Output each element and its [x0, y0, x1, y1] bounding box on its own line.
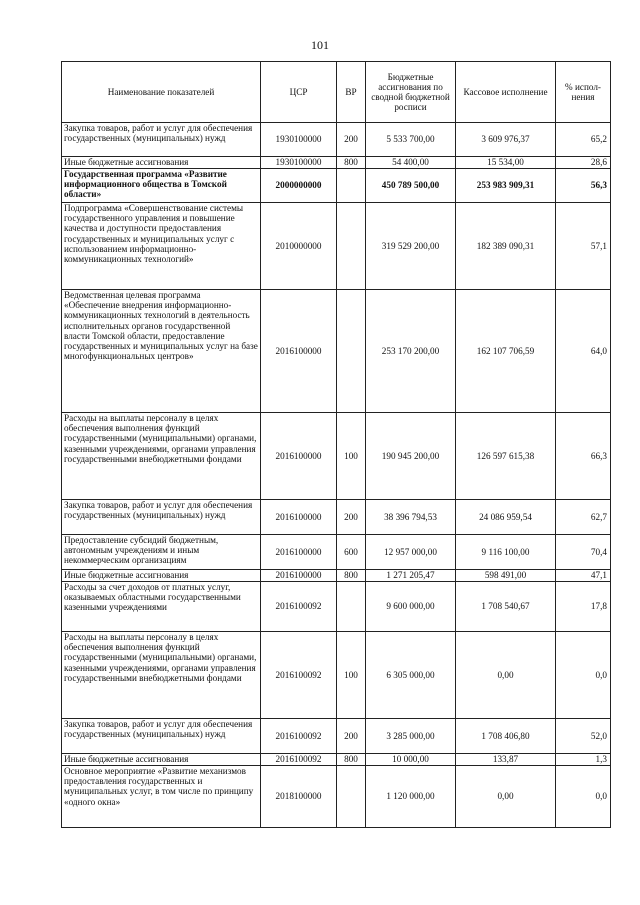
cell-csr: 2010000000 — [261, 203, 337, 290]
cell-cash-execution: 162 107 706,59 — [456, 290, 556, 413]
cell-csr: 2016100092 — [261, 754, 337, 766]
cell-csr: 1930100000 — [261, 123, 337, 157]
cell-cash-execution: 0,00 — [456, 632, 556, 719]
cell-cash-execution: 9 116 100,00 — [456, 535, 556, 570]
table-row — [62, 203, 611, 290]
cell-assignments: 190 945 200,00 — [366, 413, 456, 500]
cell-percent: 52,0 — [556, 719, 611, 754]
cell-assignments: 9 600 000,00 — [366, 582, 456, 632]
cell-name: Основное мероприятие «Развитие механизмов предоставления государственных и муниципальных услуг, в том числе по принципу «одного окна» — [62, 766, 261, 828]
cell-name: Расходы за счет доходов от платных услуг, оказываемых областными государственными казенными учреждениями — [62, 582, 261, 632]
cell-vr — [337, 766, 366, 828]
table-row-program — [62, 169, 611, 203]
cell-name: Предоставление субсидий бюджетным, автономным учреждениям и иным некоммерческим организациям — [62, 535, 261, 570]
cell-name: Закупка товаров, работ и услуг для обеспечения государственных (муниципальных) нужд — [62, 123, 261, 157]
cell-vr — [337, 290, 366, 413]
cell-csr: 2016100092 — [261, 582, 337, 632]
cell-assignments: 1 120 000,00 — [366, 766, 456, 828]
table-row — [62, 570, 611, 582]
cell-cash-execution: 133,87 — [456, 754, 556, 766]
cell-csr: 2018100000 — [261, 766, 337, 828]
cell-percent: 57,1 — [556, 203, 611, 290]
cell-vr: 100 — [337, 413, 366, 500]
table-row — [62, 719, 611, 754]
cell-percent: 70,4 — [556, 535, 611, 570]
cell-csr: 2016100000 — [261, 570, 337, 582]
cell-percent: 47,1 — [556, 570, 611, 582]
table-header-row — [62, 62, 611, 123]
cell-csr: 2000000000 — [261, 169, 337, 203]
cell-vr — [337, 169, 366, 203]
cell-percent: 0,0 — [556, 766, 611, 828]
cell-csr: 2016100000 — [261, 535, 337, 570]
cell-percent: 28,6 — [556, 157, 611, 169]
cell-percent: 56,3 — [556, 169, 611, 203]
cell-percent: 17,8 — [556, 582, 611, 632]
cell-vr: 600 — [337, 535, 366, 570]
table-row — [62, 290, 611, 413]
cell-vr: 800 — [337, 157, 366, 169]
cell-name: Расходы на выплаты персоналу в целях обеспечения выполнения функций государственными (муниципальными) органами, казенными учреждениями, органами управления государственными внебюджетными фондами — [62, 413, 261, 500]
table-row — [62, 157, 611, 169]
cell-name: Иные бюджетные ассигнования — [62, 754, 261, 766]
cell-assignments: 38 396 794,53 — [366, 500, 456, 535]
cell-vr: 100 — [337, 632, 366, 719]
cell-name: Иные бюджетные ассигнования — [62, 157, 261, 169]
cell-cash-execution: 182 389 090,31 — [456, 203, 556, 290]
cell-assignments: 5 533 700,00 — [366, 123, 456, 157]
header-csr: ЦСР — [261, 62, 337, 123]
cell-assignments: 253 170 200,00 — [366, 290, 456, 413]
cell-assignments: 450 789 500,00 — [366, 169, 456, 203]
cell-cash-execution: 253 983 909,31 — [456, 169, 556, 203]
table-row — [62, 632, 611, 719]
cell-percent: 1,3 — [556, 754, 611, 766]
header-assignments: Бюджетные ассигнования по сводной бюджетной росписи — [366, 62, 456, 123]
cell-percent: 64,0 — [556, 290, 611, 413]
table-row — [62, 535, 611, 570]
cell-csr: 1930100000 — [261, 157, 337, 169]
header-percent: % испол-нения — [556, 62, 611, 123]
header-name: Наименование показателей — [62, 62, 261, 123]
cell-cash-execution: 3 609 976,37 — [456, 123, 556, 157]
cell-csr: 2016100092 — [261, 632, 337, 719]
cell-name: Ведомственная целевая программа «Обеспечение внедрения информационно-коммуникационных технологий в деятельность исполнительных органов государственной власти Томской области, предоставление государственных и муниципальных услуг на базе многофункциональных центров» — [62, 290, 261, 413]
cell-name: Закупка товаров, работ и услуг для обеспечения государственных (муниципальных) нужд — [62, 719, 261, 754]
cell-vr — [337, 582, 366, 632]
cell-assignments: 12 957 000,00 — [366, 535, 456, 570]
table-row — [62, 500, 611, 535]
table-row — [62, 754, 611, 766]
table-row — [62, 766, 611, 828]
cell-csr: 2016100000 — [261, 500, 337, 535]
cell-assignments: 319 529 200,00 — [366, 203, 456, 290]
cell-cash-execution: 1 708 540,67 — [456, 582, 556, 632]
cell-assignments: 3 285 000,00 — [366, 719, 456, 754]
cell-name: Расходы на выплаты персоналу в целях обеспечения выполнения функций государственными (муниципальными) органами, казенными учреждениями, органами управления государственными внебюджетными фондами — [62, 632, 261, 719]
cell-vr — [337, 203, 366, 290]
table-row — [62, 123, 611, 157]
cell-csr: 2016100000 — [261, 290, 337, 413]
cell-cash-execution: 24 086 959,54 — [456, 500, 556, 535]
cell-vr: 200 — [337, 500, 366, 535]
cell-csr: 2016100092 — [261, 719, 337, 754]
cell-name: Иные бюджетные ассигнования — [62, 570, 261, 582]
cell-name: Подпрограмма «Совершенствование системы государственного управления и повышение качества и доступности предоставления государственных и муниципальных услуг с использованием информационно-коммуникационных технологий» — [62, 203, 261, 290]
table-row — [62, 413, 611, 500]
cell-assignments: 1 271 205,47 — [366, 570, 456, 582]
cell-vr: 200 — [337, 123, 366, 157]
table-row — [62, 582, 611, 632]
cell-percent: 62,7 — [556, 500, 611, 535]
cell-assignments: 6 305 000,00 — [366, 632, 456, 719]
cell-assignments: 10 000,00 — [366, 754, 456, 766]
header-vr: ВР — [337, 62, 366, 123]
budget-table — [61, 61, 611, 828]
cell-assignments: 54 400,00 — [366, 157, 456, 169]
cell-percent: 66,3 — [556, 413, 611, 500]
cell-cash-execution: 126 597 615,38 — [456, 413, 556, 500]
cell-cash-execution: 598 491,00 — [456, 570, 556, 582]
cell-cash-execution: 1 708 406,80 — [456, 719, 556, 754]
cell-csr: 2016100000 — [261, 413, 337, 500]
cell-cash-execution: 0,00 — [456, 766, 556, 828]
cell-vr: 800 — [337, 754, 366, 766]
page-number: 101 — [311, 38, 329, 52]
cell-name: Государственная программа «Развитие информационного общества в Томской области» — [62, 169, 261, 203]
cell-name: Закупка товаров, работ и услуг для обеспечения государственных (муниципальных) нужд — [62, 500, 261, 535]
cell-cash-execution: 15 534,00 — [456, 157, 556, 169]
cell-percent: 65,2 — [556, 123, 611, 157]
cell-vr: 200 — [337, 719, 366, 754]
header-cash-execution: Кассовое исполнение — [456, 62, 556, 123]
cell-vr: 800 — [337, 570, 366, 582]
cell-percent: 0,0 — [556, 632, 611, 719]
